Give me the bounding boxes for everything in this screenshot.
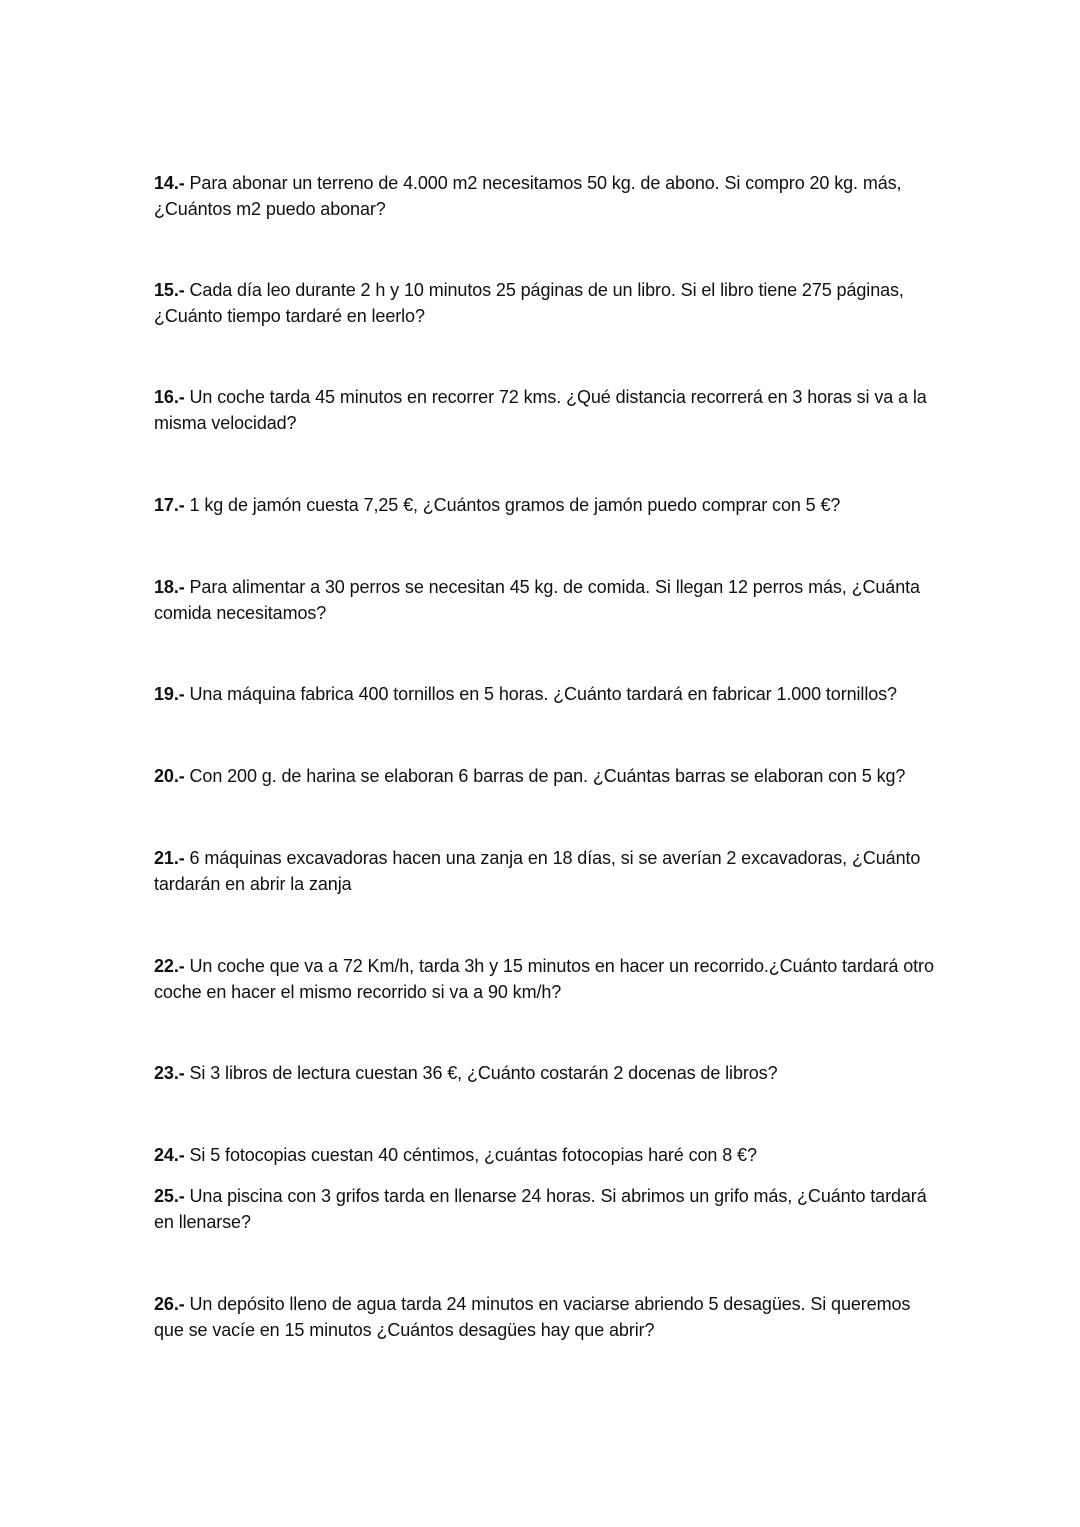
problem-number: 18.- <box>154 577 185 597</box>
problem-17 <box>154 492 934 518</box>
problem-22 <box>154 953 934 1005</box>
problem-text: Si 3 libros de lectura cuestan 36 €, ¿Cuánto costarán 2 docenas de libros? <box>184 1063 778 1083</box>
problem-text: Si 5 fotocopias cuestan 40 céntimos, ¿cuántas fotocopias haré con 8 €? <box>184 1145 757 1165</box>
problem-25 <box>154 1183 934 1235</box>
problem-number: 16.- <box>154 387 185 407</box>
problem-23 <box>154 1060 934 1086</box>
problem-text: Con 200 g. de harina se elaboran 6 barras de pan. ¿Cuántas barras se elaboran con 5 kg? <box>184 766 906 786</box>
problem-26 <box>154 1291 934 1343</box>
problem-number: 20.- <box>154 766 185 786</box>
problem-21 <box>154 845 934 897</box>
problem-15 <box>154 277 934 329</box>
problem-number: 24.- <box>154 1145 185 1165</box>
problem-24 <box>154 1142 934 1168</box>
problem-text: Cada día leo durante 2 h y 10 minutos 25 páginas de un libro. Si el libro tiene 275 páginas, ¿Cuánto tiempo tardaré en leerlo? <box>154 280 904 326</box>
problem-20 <box>154 763 934 789</box>
problem-text: Para alimentar a 30 perros se necesitan 45 kg. de comida. Si llegan 12 perros más, ¿Cuánta comida necesitamos? <box>154 577 920 623</box>
problem-14 <box>154 170 934 222</box>
problem-text: Para abonar un terreno de 4.000 m2 necesitamos 50 kg. de abono. Si compro 20 kg. más, ¿Cuántos m2 puedo abonar? <box>154 173 902 219</box>
problem-18 <box>154 574 934 626</box>
problem-number: 25.- <box>154 1186 185 1206</box>
problem-number: 15.- <box>154 280 185 300</box>
problem-text: Un depósito lleno de agua tarda 24 minutos en vaciarse abriendo 5 desagües. Si queremos que se vacíe en 15 minutos ¿Cuántos desagües hay que abrir? <box>154 1294 911 1340</box>
problem-16 <box>154 384 934 436</box>
problem-number: 17.- <box>154 495 185 515</box>
problem-19 <box>154 681 934 707</box>
problem-number: 22.- <box>154 956 185 976</box>
problem-number: 19.- <box>154 684 185 704</box>
problem-number: 26.- <box>154 1294 185 1314</box>
problem-number: 23.- <box>154 1063 185 1083</box>
problem-text: Una piscina con 3 grifos tarda en llenarse 24 horas. Si abrimos un grifo más, ¿Cuánto tardará en llenarse? <box>154 1186 927 1232</box>
problem-text: Una máquina fabrica 400 tornillos en 5 horas. ¿Cuánto tardará en fabricar 1.000 tornillos? <box>184 684 897 704</box>
problem-text: Un coche tarda 45 minutos en recorrer 72 kms. ¿Qué distancia recorrerá en 3 horas si va a la misma velocidad? <box>154 387 927 433</box>
problem-text: 6 máquinas excavadoras hacen una zanja en 18 días, si se averían 2 excavadoras, ¿Cuánto tardarán en abrir la zanja <box>154 848 921 894</box>
problem-text: Un coche que va a 72 Km/h, tarda 3h y 15 minutos en hacer un recorrido.¿Cuánto tardará otro coche en hacer el mismo recorrido si va a 90 km/h? <box>154 956 934 1002</box>
problem-text: 1 kg de jamón cuesta 7,25 €, ¿Cuántos gramos de jamón puedo comprar con 5 €? <box>184 495 841 515</box>
problem-number: 14.- <box>154 173 185 193</box>
problem-number: 21.- <box>154 848 185 868</box>
